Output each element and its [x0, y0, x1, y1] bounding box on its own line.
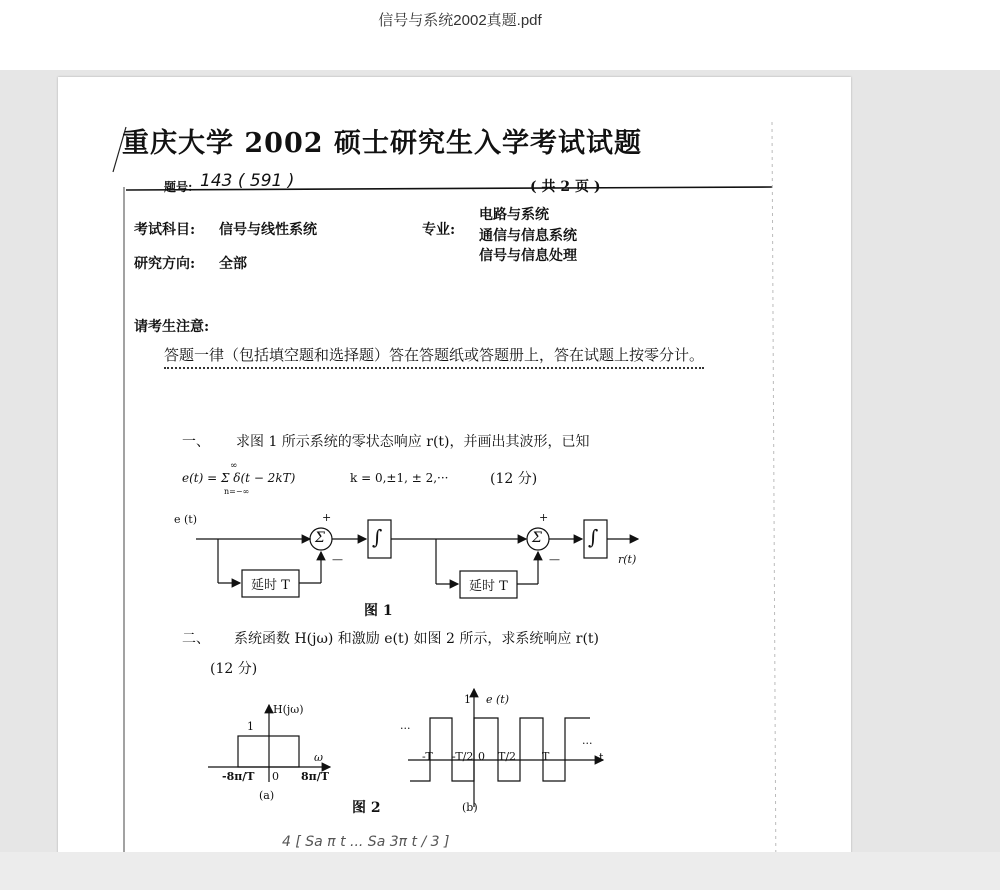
q1-number: 一、 — [182, 434, 210, 450]
major-item: 电路与系统 — [479, 207, 549, 223]
fig2a-tick: 8π/T — [301, 770, 329, 783]
q2-text: 系统函数 H(jω) 和激励 e(t) 如图 2 所示，求系统响应 r(t) — [234, 631, 600, 647]
fig1-delay-label: 延时 T — [469, 579, 508, 594]
figure-2-plots — [58, 77, 851, 890]
major-item: 通信与信息系统 — [479, 228, 577, 244]
fig2b-tick: 0 — [478, 750, 485, 763]
exam-title: 重庆大学 2002 硕士研究生入学考试试题 — [122, 128, 642, 159]
fig2b-ylabel: e (t) — [486, 693, 510, 706]
viewer-toolbar — [0, 0, 1000, 70]
fig2b-tick: -T — [422, 750, 433, 763]
handwritten-note: 4 [ Sa π t ... Sa 3π t / 3 ] — [282, 834, 450, 850]
fig1-minus: — — [332, 553, 343, 566]
fig2a-tick: -8π/T — [222, 770, 255, 783]
fig2b-tick: -T/2 — [452, 750, 474, 763]
direction-value: 全部 — [219, 256, 247, 272]
q1-equation: e(t) = Σ δ(t − 2kT) — [182, 471, 296, 485]
document-title: 信号与系统2002真题.pdf — [378, 12, 542, 29]
major-item: 信号与信息处理 — [479, 248, 577, 264]
fig2b-dots: ··· — [400, 722, 411, 735]
fig2a-tick: 0 — [272, 770, 279, 783]
subject-value: 信号与线性系统 — [219, 222, 317, 238]
fig2b-tick: T/2 — [498, 750, 517, 763]
fig1-sum-symbol: Σ — [532, 530, 542, 546]
fig2a-caption: (a) — [259, 789, 275, 802]
fig1-integrator-symbol: ∫ — [588, 525, 599, 549]
viewer-bottom-bar — [0, 852, 1000, 890]
fig2b-dots: ··· — [582, 737, 593, 750]
fig1-plus: + — [539, 511, 549, 524]
fig2b-xlabel: t — [599, 751, 604, 764]
fig2b-caption: (b) — [462, 801, 478, 814]
q2-score: (12 分) — [210, 661, 258, 677]
q1-sum-top: ∞ — [230, 461, 238, 471]
pdf-page — [58, 77, 851, 890]
fig1-sum-symbol: Σ — [315, 530, 325, 546]
fig2a-xlabel: ω — [314, 751, 323, 764]
page-count: ( 共 2 页 ) — [530, 179, 601, 195]
exam-code-handwritten: 143 ( 591 ) — [200, 171, 295, 191]
q2-number: 二、 — [182, 631, 210, 647]
fig1-plus: + — [322, 511, 332, 524]
notice-label: 请考生注意: — [134, 319, 210, 335]
q1-k-values: k = 0,±1, ± 2,··· — [350, 471, 449, 485]
q1-text: 求图 1 所示系统的零状态响应 r(t)，并画出其波形，已知 — [236, 434, 590, 450]
notice-text: 答题一律（包括填空题和选择题）答在答题纸或答题册上，答在试题上按零分计。 — [164, 344, 704, 369]
q1-score: (12 分) — [490, 471, 538, 487]
fig2b-tick: T — [542, 750, 550, 763]
fig2b-level: 1 — [464, 693, 471, 706]
q1-sum-bottom: n=−∞ — [224, 487, 250, 496]
fig1-output-label: r(t) — [618, 553, 637, 566]
fig1-integrator-symbol: ∫ — [372, 525, 383, 549]
fig1-delay-label: 延时 T — [251, 578, 290, 593]
fig2-caption: 图 2 — [352, 800, 381, 816]
exam-code-label: 题号: — [164, 180, 193, 194]
major-label: 专业: — [422, 222, 456, 238]
fig1-input-label: e (t) — [174, 513, 198, 526]
fig2a-level: 1 — [247, 720, 254, 733]
subject-label: 考试科目: — [134, 222, 196, 238]
direction-label: 研究方向: — [134, 256, 196, 272]
fig1-minus: — — [549, 553, 560, 566]
fig2a-ylabel: H(jω) — [273, 703, 304, 716]
fig1-caption: 图 1 — [364, 603, 393, 619]
